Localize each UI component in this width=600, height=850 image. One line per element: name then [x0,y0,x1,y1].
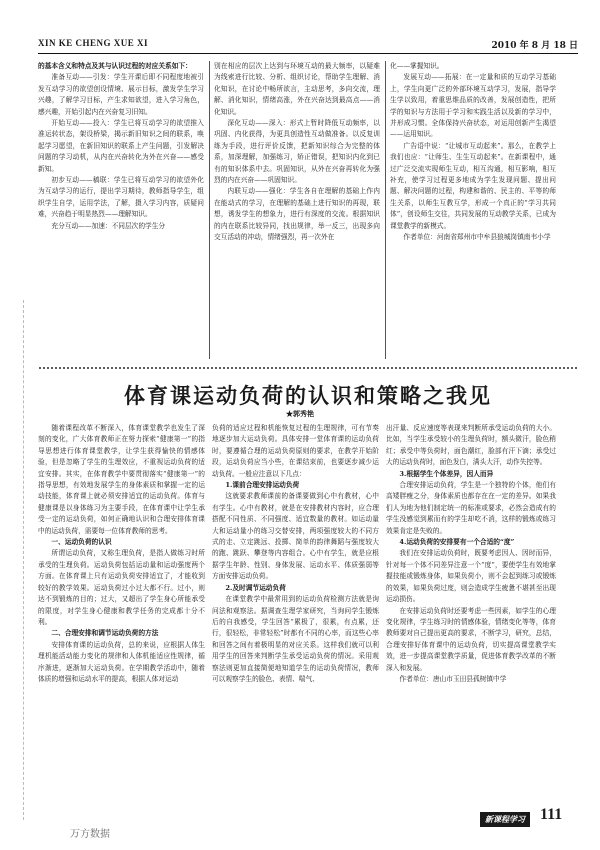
paragraph: 在课堂教学中最常用到的运动负荷检测方法就是询问法和观察法。据调查生理学家研究，当询问学生锻炼后的自我感受，学生回答“累极了，很累，有点累，还行，很轻松，非常轻松”时都有不同的心率，而这些心率和回答之间有着极明显的对应关系。这样我们就可以利用学生的回答来判断学生承受运动负荷的情况。采用观察法则更加直接简便地知道学生的运动负荷情况，教师可以观察学生的脸色、表情、喘气、 [212,595,379,683]
paragraph: 深化互动——深入：形式上暂时降低互动频率，以巩固、内化获得，为更具创造性互动做准备。以反复训练为手段，进行评价反馈，把新知识综合为完整的体系，加深理解，加强练习，矫正错误，把知识内化到已有的知识体系中去。巩固知识，从外在兴奋再转化为强烈的内在兴奋——巩固知识。 [214,119,380,185]
journal-badge: 新课程学习 [480,812,530,827]
paragraph: 准备互动——引发：学生开课后即不同程度地被引发互动学习的欲望创设情境、展示目标，激发学生学习兴趣，了解学习目标，产生求知欲望，进入学习角色，感兴趣，开始引起内在兴奋复习旧知。 [38,73,204,116]
running-header [38,38,578,54]
section-heading: 3.根据学生个体差异，因人而异 [399,469,494,478]
page-number: 111 [540,806,563,823]
paragraph: 初步互动——稿联：学生已将互动学习的欲望外化为互动学习的运行，提出学习期待，教师指导学生，组织学生自学，运用学法，了解，摄入学习内容，质疑问难，兴奋趋于明显热烈——理解知识。 [38,176,204,219]
paragraph: 这就要求教师课前的备课要做到心中有教材，心中有学生。心中有教材，就是在安排教材内容时，应合理搭配不同性质、不同强度、适宜数量的教材。如运动量大和运动量小的练习交替安排，两项强度较大的不同方式的走、立定跳远、投掷、简单的韵律舞蹈与强度较大的跑、跳跃、攀登等内容组合。心中有学生，就是应根据学生年龄、性别、身体发展、运动水平、体质强弱等方面安排运动负荷。 [212,492,379,581]
paragraph: 作者单位：河南省郑州市中牟县狼城岗镇南韦小学 [403,233,551,242]
paragraph: 作者单位：唐山市玉田县孤树镇中学 [399,674,507,683]
paragraph: 安排体育课的运动负荷，总的来说，应根据人体生理机能活动能力变化的规律和人体机能适应性规律，循序渐进，逐渐加大运动负荷。在学期教学活动中，随着体质的增强和运动水平的提高，根据人体对运动 [38,640,205,683]
binding-margin-line [23,300,24,820]
paragraph: 内联互动——强化：学生各自在理解的基础上作内在能动式的学习，在理解的基础上进行知识的再现，联想，诱发学生的想象力，进行有深度的交流。根据知识的内在联系比较异同，找出规律，举一反三，出现多向交互活动的冲动，情绪强烈，再一次外在 [214,187,380,242]
header-rule [38,53,578,54]
paragraph: 所谓运动负荷，又称生理负荷，是指人做练习时所承受的生理负荷。运动负荷包括运动量和运动强度两个方面。在体育课上只有运动负荷安排适宜了，才能收到较好的教学效果。运动负荷过小过大都不行。过小，则达不到锻炼的目的；过大，又超出了学生身心所能承受的限度，对学生身心健康和教学任务的完成都十分不利。 [38,549,205,626]
section-heading: 1.课前合理安排运动负荷 [225,481,300,490]
section-heading: 4.运动负荷的安排要有一个合适的“度” [399,538,515,547]
article-column-2 [212,423,379,808]
top-article-column-3 [390,61,556,361]
column-rule [385,61,386,359]
section-heading: 的基本含义和特点及其与认识过程的对应关系如下： [38,62,192,70]
section-heading: 二、合理安排和调节运动负荷的方法 [51,629,159,638]
paragraph: 合理安排运动负荷，学生是一个独特的个体，他们有高矮胖瘦之分，身体素质也都存在在一定的差异。如果我们人为地为他们制定统一的标准或要求，必然会造成有的学生没感觉到累而有的学生却吃不消，这样的锻炼或练习效果肯定是失败的。 [386,481,556,535]
paragraph: 开始互动——投入：学生已将互动学习的欲望推入准运转状态，架设桥梁，揭示新旧知识之间的联系，唤起学习愿望，在新旧知识的联系上产生问题，引发解决问题的学习动机，从内在兴奋转化为外在兴奋——感受新知。 [38,119,204,173]
paragraph: 化——掌握知识。 [390,62,444,70]
paragraph: 别在相应的层次上达到与环境互动的最大频率，以疑难为线索进行比较、分析、组织讨论，帮助学生理解、消化知识，在讨论中畅所欲言，主动思考，多向交流，理解、消化知识，情绪高涨，外在兴奋达到最高点——消化知识。 [214,62,380,116]
issue-date: 2010 年 8 月 18 日 [491,41,578,51]
paragraph: 发展互动——拓展：在一定量和质的互动学习基础上，学生向更广泛的外部环境互动学习，发展，指导学生学以致用，着重思维品质的改善，发展创造性，把所学的知识与方法用于学习和实践生活以及新的学习中，并形成习惯。全体保持兴奋状态，对运用创新产生渴望——运用知识。 [390,73,556,139]
paragraph: 我们在安排运动负荷时，既要考虑因人、因时而异，针对每一个体不同差异注意一个“度”，要使学生有效地掌握技能或锻炼身体，如果负荷小，则不会起到练习或锻炼的效果，如果负荷过度，则会造成学生疲惫不堪甚至出现运动损伤。 [386,549,556,604]
article-author: ★郭秀艳 [286,409,314,418]
paragraph: 负荷的适应过程和机能恢复过程的生理规律，可有节奏地逐步加大运动负荷。具体安排一堂体育课的运动负荷时，要遵循合理的运动负荷原则的要求，在教学开始阶段，运动负荷应当小些，在课结束前，也要逐步减少运动负荷。一般应注意以下几点： [212,424,379,478]
top-article-column-1 [38,61,204,361]
article-title: 体育课运动负荷的认识和策略之我见 [124,384,492,408]
column-rule [209,61,210,359]
section-heading: 2.及时调节运动负荷 [225,583,286,592]
article-column-1 [38,423,205,808]
article-column-3 [386,423,556,808]
paragraph: 随着课程改革不断深入，体育课堂教学也发生了深刻的变化，广大体育教师正在努力探索“健康第一”的指导思想进行体育课堂教学，让学生获得愉快的情感体验，但是忽略了学生的生理效应，不重视运动负荷的适宜安排。其实，在体育教学中要贯彻落实“健康第一”的指导思想，有效地发展学生的身体素质和掌握一定的运动技能，体育课上就必须安排适宜的运动负荷。体育与健康课是以身体练习为主要手段，在体育课中让学生承受一定的运动负荷，如何正确地认识和合理安排体育课中的运动负荷，需要每一位体育教师的思考。 [38,424,205,535]
paragraph: 充分互动——加速：不同层次的学生分 [51,221,166,230]
watermark-text: 万方数据 [70,829,110,840]
top-article-column-2 [214,61,380,361]
paragraph: 广告语中说：“让城市互动起来”。那么，在教学上我们也应：“让师生、生生互动起来”。在新课程中，通过广泛交流实现师生互动，相互沟通，相互影响，相互补充，使学习过程更多地成为学生发现问题、提出问题、解决问题的过程，构建和谐的、民主的、平等的师生关系，以师生互教互学，形成一个真正的“学习共同体”，创设师生交往，共同发展的互动教学关系，已成为课堂教学的新模式。 [390,141,556,230]
paragraph: 出汗量、反应速度等表现来判断所承受运动负荷的大小。比如，当学生承受较小的生理负荷时，额头微汗，脸色稍红；承受中等负荷时，面色潮红，脸部有汗下滴；承受过大的运动负荷时，面色发白，满头大汗，动作失控等。 [386,424,556,467]
journal-name: XIN KE CHENG XUE XI [38,38,149,48]
section-heading: 一、运动负荷的认识 [51,538,112,547]
article-divider [38,366,578,370]
paragraph: 在安排运动负荷时还要考虑一些因素，如学生的心理变化规律，学生练习时的情感体验，情绪变化等等，体育教师要对自己提出更高的要求，不断学习，研究，总结，合理安排好体育课中的运动负荷，切实提高课堂教学实效，进一步提高课堂教学质量，促进体育教学改革的不断深入和发展。 [386,606,556,672]
